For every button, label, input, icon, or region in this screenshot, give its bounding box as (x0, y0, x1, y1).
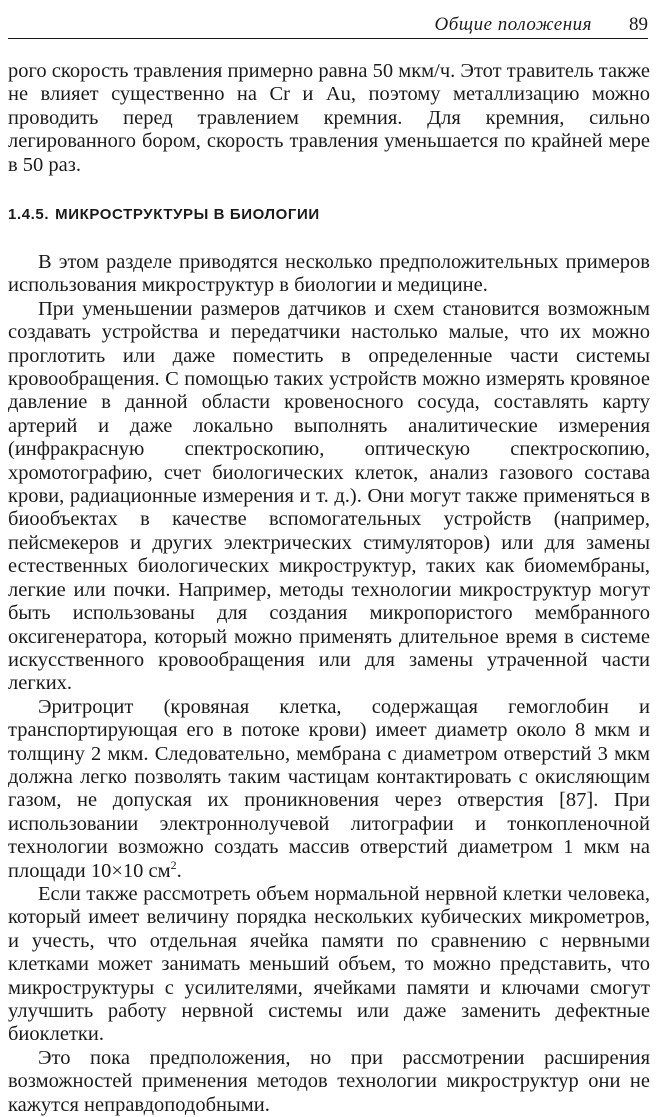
paragraph-2: При уменьшении размеров датчиков и схем становится возможным создавать устройства и передатчики настолько малые, что их можно проглотить или даже поместить в определенные части системы кровообращения. С помощью таких устройств можно измерять кровяное давление в данной области кровеносного сосуда, составлять карту артерий и даже локально выполнять аналитические измерения (инфракрасную спектроскопию, оптическую спектроскопию, хромотографию, счет биологических клеток, анализ газового состава крови, радиационные измерения и т. д.). Они могут также применяться в биообъектах в качестве вспомогательных устройств (например, пейсмекеров и других электрических стимуляторов) или для замены естественных биологических микроструктур, таких как биомембраны, легкие или почки. Например, методы технологии микроструктур могут быть использованы для создания микропористого мембранного оксигенератора, который можно применять длительное время в системе искусственного кровообращения или для замены утраченной части легких. (8, 297, 650, 695)
running-header (8, 12, 648, 39)
section-number: 1.4.5. (8, 206, 50, 223)
paragraph-3-text: Эритроцит (кровяная клетка, содержащая гемоглобин и транспортирующая его в потоке крови) имеет диаметр около 8 мкм и толщину 2 мкм. Следовательно, мембрана с диаметром отверстий 3 мкм должна легко позволять таким частицам контактировать с окисляющим газом, не допуская их проникновения через отверстия [87]. При использовании электроннолучевой литографии и тонкопленочной технологии возможно создать массив отверстий диаметром 1 мкм на площади 10×10 см (8, 695, 650, 882)
continued-text (8, 60, 650, 177)
paragraph-3 (8, 696, 650, 883)
paragraph-4: Если также рассмотреть объем нормальной нервной клетки человека, который имеет величину порядка нескольких кубических микрометров, и учесть, что отдельная ячейка памяти по сравнению с нервными клетками может занимать меньший объем, то можно представить, что микроструктуры с усилителями, ячейками памяти и ключами смогут улучшить работу нервной системы или даже заменить дефектные биоклетки. (8, 882, 650, 1046)
section-body (8, 251, 650, 1117)
sentence-period: . (176, 859, 182, 882)
section-title: МИКРОСТРУКТУРЫ В БИОЛОГИИ (55, 206, 320, 223)
intro-paragraph: рого скорость травления примерно равна 50 мкм/ч. Этот травитель также не влияет существенно на Cr и Au, поэтому металлизацию можно проводить перед травлением кремния. Для кремния, сильно легированного бором, скорость травления уменьшается по крайней мере в 50 раз. (8, 60, 650, 176)
page-number: 89 (629, 14, 648, 35)
paragraph-5: Это пока предположения, но при рассмотрении расширения возможностей применения методов технологии микроструктур они не кажутся неправдоподобными. (8, 1046, 650, 1116)
section-heading (8, 206, 320, 223)
paragraph-1: В этом разделе приводятся несколько предположительных примеров использования микроструктур в биологии и медицине. (8, 251, 650, 297)
area-exponent: 2 (170, 857, 177, 872)
running-title: Общие положения (434, 14, 592, 35)
